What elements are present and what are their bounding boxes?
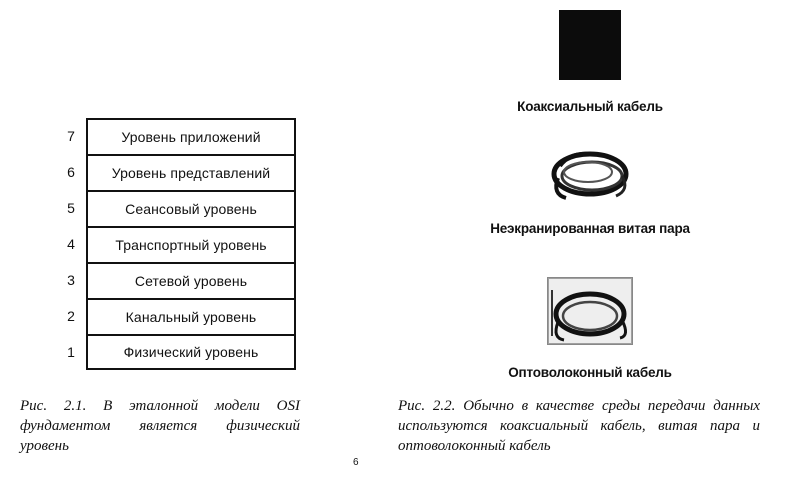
layer-label: Транспортный уровень	[86, 226, 296, 262]
figure-caption-2-1	[20, 396, 300, 456]
layer-label: Физический уровень	[86, 334, 296, 370]
layer-number: 2	[67, 308, 75, 324]
osi-model-diagram	[60, 118, 300, 370]
figure-caption-2-2	[398, 396, 760, 456]
figure-number: Рис. 2.2.	[398, 398, 456, 414]
fiber-optic-cable-icon	[440, 276, 740, 350]
coaxial-cable-item	[440, 10, 740, 114]
layer-number: 7	[67, 128, 75, 144]
cable-label: Неэкранированная витая пара	[490, 221, 690, 236]
layer-label: Канальный уровень	[86, 298, 296, 334]
layer-number: 4	[67, 236, 75, 252]
cable-label: Оптоволоконный кабель	[508, 365, 672, 380]
layer-label: Сетевой уровень	[86, 262, 296, 298]
osi-layer-5	[60, 190, 300, 226]
osi-layer-4	[60, 226, 300, 262]
layer-label: Уровень приложений	[86, 118, 296, 154]
layer-number: 3	[67, 272, 75, 288]
coaxial-cable-icon	[440, 10, 740, 86]
cable-label: Коаксиальный кабель	[517, 99, 663, 114]
caption-text: В эталонной модели OSI фундаментом является физический уровень	[20, 398, 301, 454]
layer-label: Уровень представлений	[86, 154, 296, 190]
caption-text: Обычно в качестве среды передачи данных используются коаксиальный кабель, витая пара и оптоволоконный кабель	[398, 398, 761, 454]
layer-label: Сеансовый уровень	[86, 190, 296, 226]
osi-layer-3	[60, 262, 300, 298]
fiber-optic-item	[440, 276, 740, 380]
page-mark: 6	[353, 457, 359, 468]
osi-layer-1	[60, 334, 300, 370]
osi-layer-2	[60, 298, 300, 334]
layer-number: 1	[67, 344, 75, 360]
twisted-pair-icon	[440, 146, 740, 210]
layer-number: 6	[67, 164, 75, 180]
osi-layer-7	[60, 118, 300, 154]
osi-layer-6	[60, 154, 300, 190]
twisted-pair-item	[440, 146, 740, 236]
layer-number: 5	[67, 200, 75, 216]
figure-number: Рис. 2.1.	[20, 398, 87, 414]
